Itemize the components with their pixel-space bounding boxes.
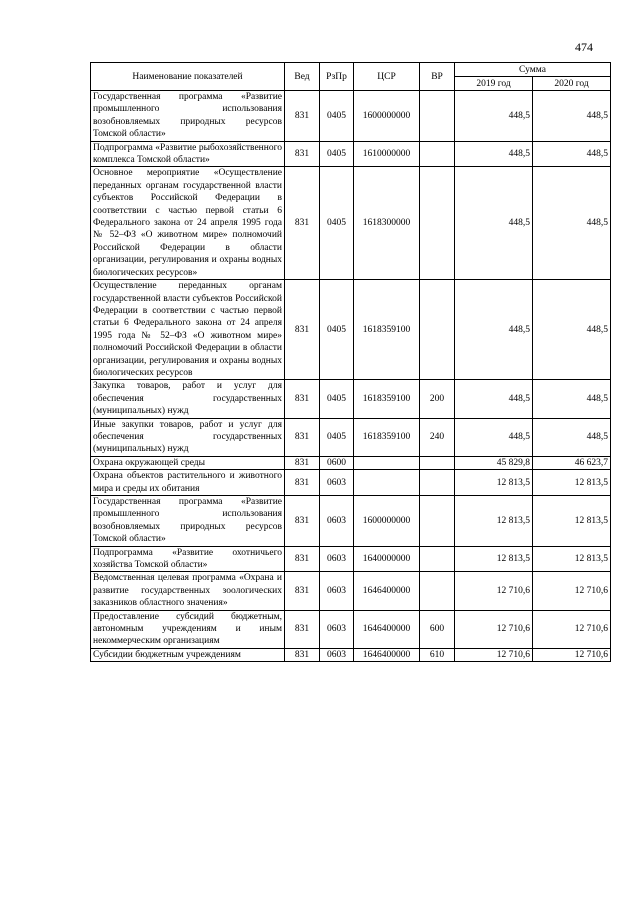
table-row (91, 546, 611, 572)
cell-ved: 831 (285, 572, 320, 610)
cell-ved: 831 (285, 496, 320, 547)
table-row (91, 572, 611, 610)
header-rzpr: РзПр (320, 63, 354, 91)
page-number: 474 (575, 40, 593, 54)
cell-rzpr: 0405 (320, 418, 354, 456)
cell-name: Осуществление переданных органам государственной власти субъектов Российской Федерации в соответствии с частью первой статьи 6 Федерального закона от 24 апреля 1995 года № 52–ФЗ «О животном мире» полномочий Российской Федерации в области организации, регулирования и охраны водных биологических ресурсов (91, 280, 285, 380)
cell-vr: 240 (420, 418, 455, 456)
cell-2020: 448,5 (533, 91, 611, 142)
table-row (91, 648, 611, 661)
cell-vr (420, 496, 455, 547)
cell-2019: 12 813,5 (455, 470, 533, 496)
header-sum: Сумма (455, 63, 611, 77)
header-2019: 2019 год (455, 77, 533, 91)
cell-2020: 12 813,5 (533, 496, 611, 547)
cell-csr: 1610000000 (354, 141, 420, 167)
cell-name: Иные закупки товаров, работ и услуг для обеспечения государственных (муниципальных) нужд (91, 418, 285, 456)
cell-csr (354, 456, 420, 469)
cell-csr: 1600000000 (354, 91, 420, 142)
table-row (91, 167, 611, 280)
cell-csr: 1618359100 (354, 418, 420, 456)
cell-vr (420, 456, 455, 469)
cell-2019: 448,5 (455, 280, 533, 380)
cell-2019: 448,5 (455, 167, 533, 280)
cell-2020: 448,5 (533, 380, 611, 418)
cell-2019: 12 813,5 (455, 546, 533, 572)
cell-rzpr: 0405 (320, 91, 354, 142)
cell-csr: 1618300000 (354, 167, 420, 280)
cell-2020: 12 710,6 (533, 648, 611, 661)
cell-vr (420, 91, 455, 142)
cell-name: Субсидии бюджетным учреждениям (91, 648, 285, 661)
cell-rzpr: 0603 (320, 610, 354, 648)
cell-csr: 1618359100 (354, 280, 420, 380)
cell-name: Предоставление субсидий бюджетным, автономным учреждениям и иным некоммерческим организациям (91, 610, 285, 648)
table-row (91, 496, 611, 547)
table-row (91, 418, 611, 456)
cell-2019: 448,5 (455, 91, 533, 142)
cell-2020: 448,5 (533, 280, 611, 380)
cell-csr: 1646400000 (354, 648, 420, 661)
cell-2019: 12 813,5 (455, 496, 533, 547)
cell-vr (420, 470, 455, 496)
cell-name: Государственная программа «Развитие промышленного использования возобновляемых природных ресурсов Томской области» (91, 496, 285, 547)
cell-2019: 12 710,6 (455, 610, 533, 648)
cell-ved: 831 (285, 456, 320, 469)
cell-name: Государственная программа «Развитие промышленного использования возобновляемых природных ресурсов Томской области» (91, 91, 285, 142)
cell-csr: 1646400000 (354, 610, 420, 648)
cell-rzpr: 0405 (320, 380, 354, 418)
table-body (91, 91, 611, 662)
cell-vr (420, 141, 455, 167)
budget-table (90, 62, 611, 662)
cell-ved: 831 (285, 418, 320, 456)
cell-csr (354, 470, 420, 496)
cell-name: Подпрограмма «Развитие охотничьего хозяйства Томской области» (91, 546, 285, 572)
cell-vr (420, 167, 455, 280)
table-row (91, 470, 611, 496)
table-header (91, 63, 611, 91)
cell-ved: 831 (285, 610, 320, 648)
cell-ved: 831 (285, 470, 320, 496)
table-row (91, 141, 611, 167)
cell-csr: 1646400000 (354, 572, 420, 610)
cell-name: Подпрограмма «Развитие рыбохозяйственного комплекса Томской области» (91, 141, 285, 167)
cell-name: Охрана объектов растительного и животного мира и среды их обитания (91, 470, 285, 496)
cell-rzpr: 0603 (320, 470, 354, 496)
cell-rzpr: 0603 (320, 648, 354, 661)
cell-2020: 448,5 (533, 167, 611, 280)
cell-ved: 831 (285, 280, 320, 380)
cell-2019: 45 829,8 (455, 456, 533, 469)
cell-2020: 448,5 (533, 418, 611, 456)
cell-name: Закупка товаров, работ и услуг для обеспечения государственных (муниципальных) нужд (91, 380, 285, 418)
cell-2019: 12 710,6 (455, 648, 533, 661)
cell-ved: 831 (285, 546, 320, 572)
cell-name: Охрана окружающей среды (91, 456, 285, 469)
cell-ved: 831 (285, 648, 320, 661)
table-row (91, 380, 611, 418)
cell-rzpr: 0603 (320, 546, 354, 572)
cell-vr (420, 546, 455, 572)
table-row (91, 91, 611, 142)
cell-csr: 1640000000 (354, 546, 420, 572)
table-row (91, 456, 611, 469)
header-2020: 2020 год (533, 77, 611, 91)
cell-2019: 448,5 (455, 418, 533, 456)
cell-2020: 448,5 (533, 141, 611, 167)
table-row (91, 610, 611, 648)
cell-ved: 831 (285, 91, 320, 142)
cell-ved: 831 (285, 380, 320, 418)
header-name: Наименование показателей (91, 63, 285, 91)
cell-vr: 200 (420, 380, 455, 418)
cell-csr: 1618359100 (354, 380, 420, 418)
cell-rzpr: 0405 (320, 167, 354, 280)
cell-2019: 12 710,6 (455, 572, 533, 610)
cell-vr (420, 572, 455, 610)
table-row (91, 280, 611, 380)
cell-2020: 46 623,7 (533, 456, 611, 469)
cell-2020: 12 710,6 (533, 572, 611, 610)
cell-2020: 12 813,5 (533, 470, 611, 496)
cell-2020: 12 813,5 (533, 546, 611, 572)
header-vr: ВР (420, 63, 455, 91)
cell-name: Основное мероприятие «Осуществление переданных органам государственной власти субъектов Российской Федерации в соответствии с частью первой статьи 6 Федерального закона от 24 апреля 1995 года № 52–ФЗ «О животном мире» полномочий Российской Федерации в области организации, регулирования и охраны водных биологических ресурсов» (91, 167, 285, 280)
cell-2019: 448,5 (455, 380, 533, 418)
cell-vr: 610 (420, 648, 455, 661)
cell-rzpr: 0405 (320, 280, 354, 380)
cell-rzpr: 0603 (320, 496, 354, 547)
cell-vr (420, 280, 455, 380)
cell-2019: 448,5 (455, 141, 533, 167)
cell-rzpr: 0405 (320, 141, 354, 167)
cell-rzpr: 0600 (320, 456, 354, 469)
header-csr: ЦСР (354, 63, 420, 91)
cell-2020: 12 710,6 (533, 610, 611, 648)
cell-rzpr: 0603 (320, 572, 354, 610)
cell-ved: 831 (285, 141, 320, 167)
cell-csr: 1600000000 (354, 496, 420, 547)
header-ved: Вед (285, 63, 320, 91)
cell-vr: 600 (420, 610, 455, 648)
cell-name: Ведомственная целевая программа «Охрана и развитие государственных зоологических заказников областного значения» (91, 572, 285, 610)
cell-ved: 831 (285, 167, 320, 280)
